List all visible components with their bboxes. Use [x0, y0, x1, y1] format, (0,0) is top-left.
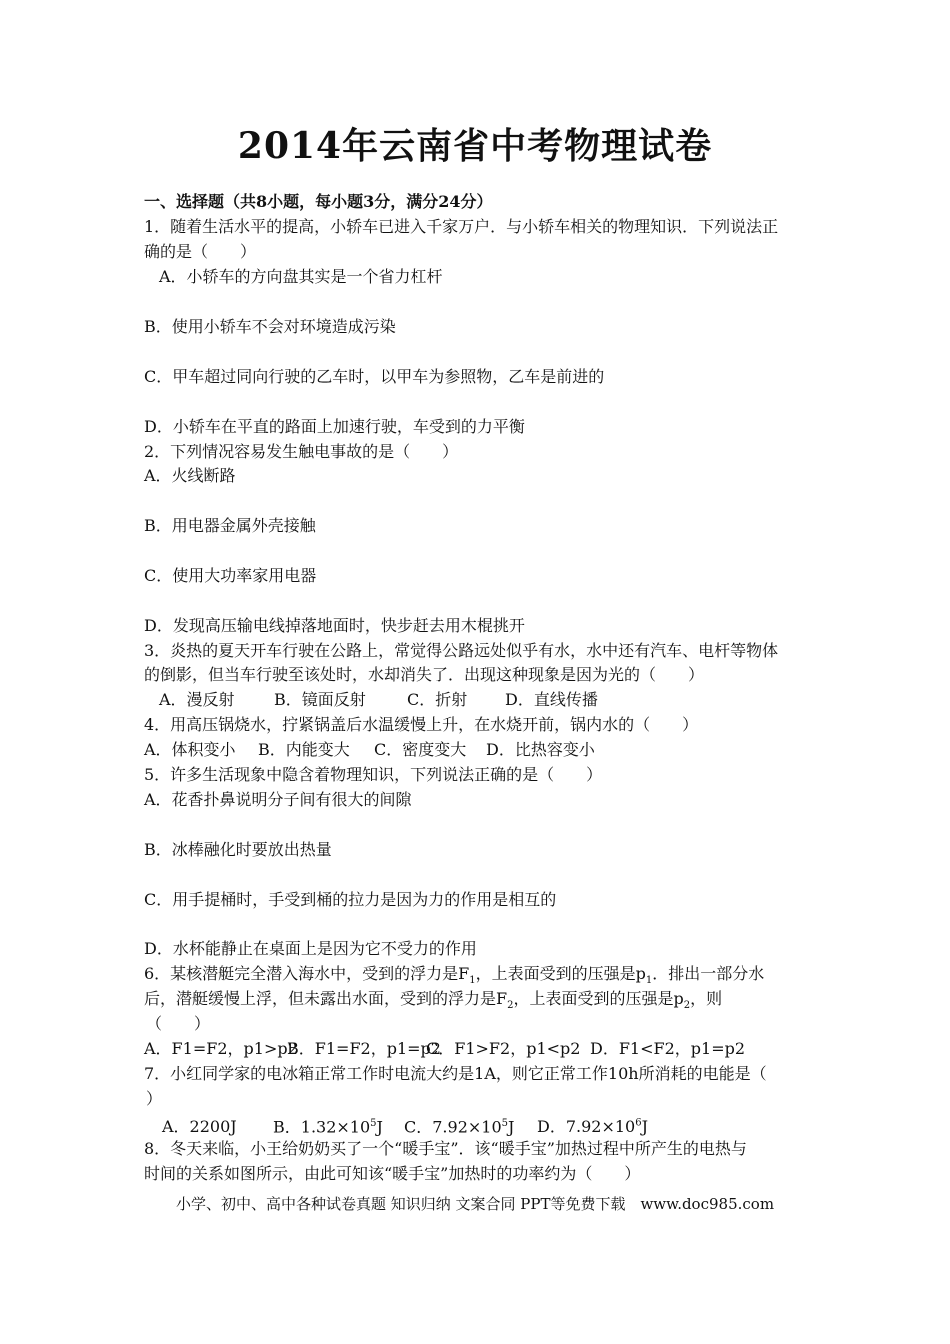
q6-option-d: D．F1<F2，p1=p2: [590, 1039, 746, 1058]
q6-text: 后，潜艇缓慢上浮，但未露出水面，受到的浮力是F: [144, 989, 508, 1008]
q5-stem: 5．许多生活现象中隐含着物理知识，下列说法正确的是（ ）: [144, 765, 603, 784]
q6-option-a: A．F1=F2，p1>p2: [144, 1039, 298, 1058]
q7-option-c: [404, 1114, 537, 1137]
q3-option-b: B．镜面反射: [274, 690, 366, 709]
q7-option-d-unit: J: [641, 1117, 649, 1137]
q6-sub: 2: [507, 1000, 514, 1012]
q6-stem-line3: （ ）: [146, 1014, 211, 1033]
q6-text: ，则: [690, 989, 723, 1008]
q7-options: [162, 1114, 648, 1137]
q6-options: [144, 1039, 745, 1059]
page-footer[interactable]: 小学、初中、高中各种试卷真题 知识归纳 文案合同 PPT等免费下载 www.doc985.com: [175, 1195, 775, 1213]
page-title: 2014年云南省中考物理试卷: [237, 125, 713, 167]
q1-option-b: B．使用小轿车不会对环境造成污染: [144, 317, 396, 336]
q8-stem-line1: 8．冬天来临，小王给奶奶买了一个“暖手宝”．该“暖手宝”加热过程中所产生的电热与: [144, 1139, 747, 1158]
q6-text: 6．某核潜艇完全潜入海水中，受到的浮力是F: [144, 964, 470, 983]
q7-option-d-base: D．7.92×10: [537, 1117, 636, 1137]
q7-option-b-exp: 5: [370, 1118, 377, 1129]
q1-option-d: D．小轿车在平直的路面上加速行驶，车受到的力平衡: [144, 417, 525, 436]
q4-option-b: B．内能变大: [258, 740, 350, 759]
q3-option-a: A．漫反射: [159, 690, 235, 709]
q5-option-c: C．用手提桶时，手受到桶的拉力是因为力的作用是相互的: [144, 890, 557, 909]
q7-option-c-unit: J: [508, 1117, 515, 1137]
q2-option-b: B．用电器金属外壳接触: [144, 516, 316, 535]
q5-option-d: D．水杯能静止在桌面上是因为它不受力的作用: [144, 939, 477, 958]
q6-stem-line1: [144, 964, 764, 991]
q3-option-d: D．直线传播: [505, 690, 598, 709]
q7-option-a: A．2200J: [162, 1117, 237, 1137]
q7-stem-end: ）: [146, 1089, 163, 1108]
q1-option-c: C．甲车超过同向行驶的乙车时，以甲车为参照物，乙车是前进的: [144, 367, 605, 386]
q4-option-c: C．密度变大: [374, 740, 467, 759]
q6-text: ，上表面受到的压强是p: [513, 989, 684, 1008]
q3-stem-line2: 的倒影，但当车行驶至该处时，水却消失了．出现这种现象是因为光的（ ）: [144, 665, 705, 684]
q6-stem-line2: [144, 989, 722, 1016]
q4-options: [144, 740, 595, 760]
q1-stem-line2: 确的是（ ）: [144, 242, 257, 261]
q6-text: ．排出一部分水: [652, 964, 765, 983]
q7-stem: 7．小红同学家的电冰箱正常工作时电流大约是1A，则它正常工作10h所消耗的电能是（: [144, 1064, 767, 1083]
q2-option-d: D．发现高压输电线掉落地面时，快步赶去用木棍挑开: [144, 616, 525, 635]
q1-stem-line1: 1．随着生活水平的提高，小轿车已进入千家万户．与小轿车相关的物理知识．下列说法正: [144, 217, 779, 236]
q4-option-d: D．比热容变小: [486, 740, 595, 759]
q7-option-c-base: C．7.92×10: [404, 1117, 502, 1137]
q7-option-b-unit: J: [376, 1117, 383, 1137]
q6-option-c: C．F1>F2，p1<p2: [426, 1039, 581, 1058]
q7-option-b-base: B．1.32×10: [273, 1117, 371, 1137]
q8-stem-line2: 时间的关系如图所示，由此可知该“暖手宝”加热时的功率约为（ ）: [144, 1164, 641, 1183]
section-heading: 一、选择题（共8小题，每小题3分，满分24分）: [144, 192, 493, 211]
q4-stem: 4．用高压锅烧水，拧紧锅盖后水温缓慢上升，在水烧开前，锅内水的（ ）: [144, 715, 699, 734]
q7-option-b: [273, 1114, 404, 1137]
q3-stem-line1: 3．炎热的夏天开车行驶在公路上，常觉得公路远处似乎有水，水中还有汽车、电杆等物体: [144, 641, 779, 660]
q1-option-a: A．小轿车的方向盘其实是一个省力杠杆: [159, 267, 443, 286]
q6-sub: 1: [645, 975, 653, 987]
q3-option-c: C．折射: [407, 690, 468, 709]
q5-option-a: A．花香扑鼻说明分子间有很大的间隙: [144, 790, 412, 809]
q7-option-c-exp: 5: [501, 1118, 509, 1129]
q7-option-d-exp: 6: [635, 1118, 642, 1129]
q6-sub: 1: [469, 975, 476, 987]
q6-text: ，上表面受到的压强是p: [475, 964, 646, 983]
q2-option-a: A．火线断路: [144, 466, 236, 485]
q7-option-d: [537, 1117, 648, 1136]
q2-option-c: C．使用大功率家用电器: [144, 566, 317, 585]
q6-sub: 2: [683, 1000, 691, 1012]
q5-option-b: B．冰棒融化时要放出热量: [144, 840, 332, 859]
q2-stem: 2．下列情况容易发生触电事故的是（ ）: [144, 442, 459, 461]
q6-option-b: B．F1=F2，p1=p2: [287, 1039, 441, 1058]
q4-option-a: A．体积变小: [144, 740, 236, 759]
q3-options: [159, 690, 598, 710]
